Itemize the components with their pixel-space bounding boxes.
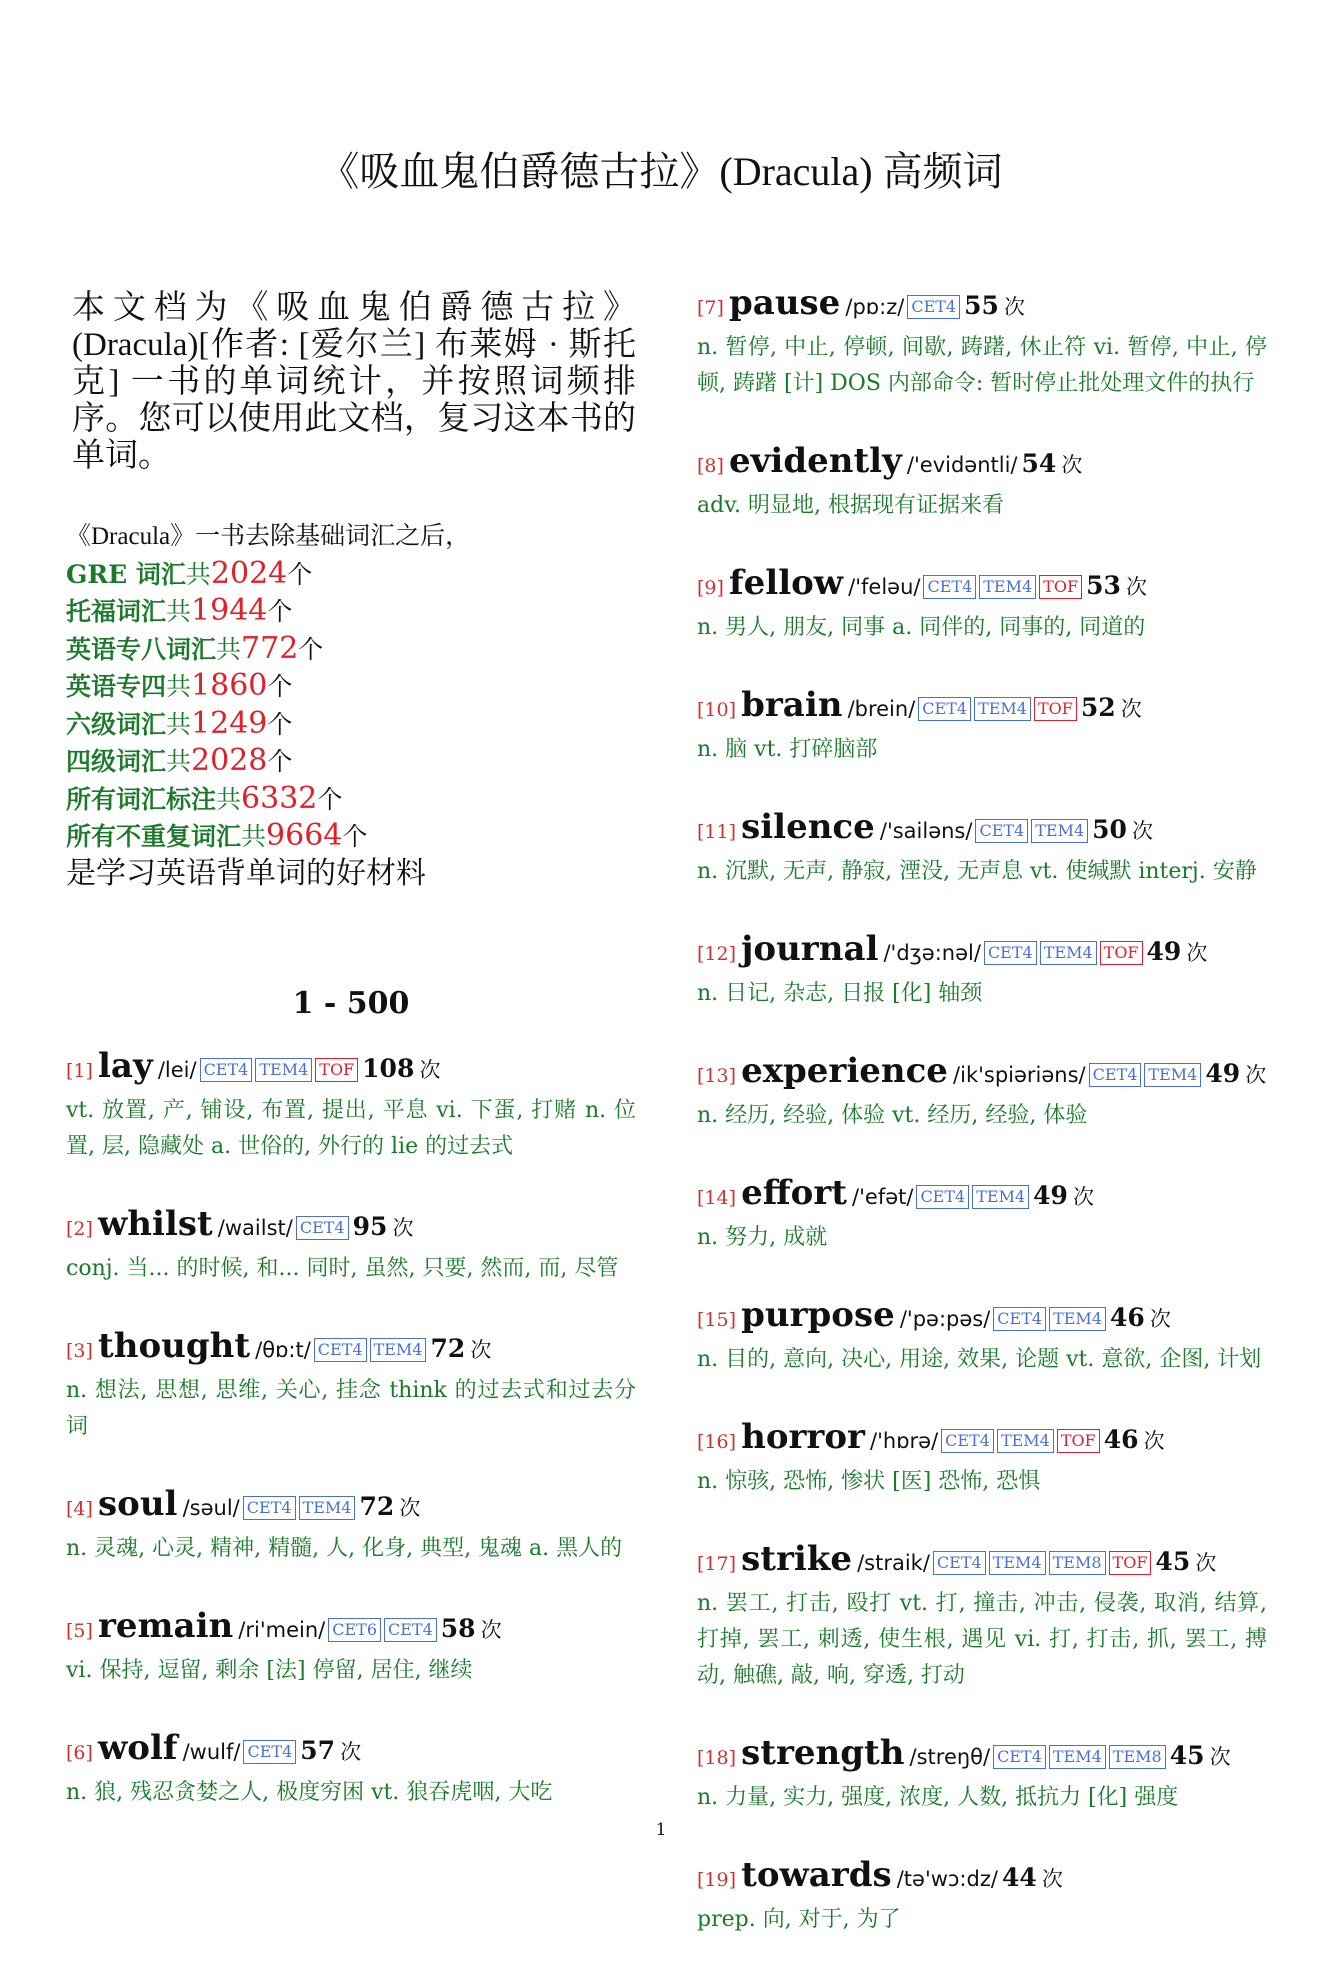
count-suffix: 次 xyxy=(340,1740,362,1764)
count-suffix: 次 xyxy=(470,1338,492,1362)
count-suffix: 次 xyxy=(1195,1551,1217,1575)
stat-number: 772 xyxy=(241,630,299,666)
stat-row xyxy=(66,781,636,819)
count-suffix: 次 xyxy=(1120,697,1142,721)
phonetic: /pɒ:z/ xyxy=(845,295,905,319)
right-column xyxy=(697,282,1267,1976)
definition: n. 脑 vt. 打碎脑部 xyxy=(697,737,878,762)
intro-paragraph: 本文档为《吸血鬼伯爵德古拉》(Dracula)[作者: [爱尔兰] 布莱姆 · 斯托克] 一书的单词统计，并按照词频排序。您可以使用此文档，复习这本书的单词。 xyxy=(72,290,636,474)
stat-unit: 个 xyxy=(267,747,293,776)
page-title: 《吸血鬼伯爵德古拉》(Dracula) 高频词 xyxy=(319,149,1003,194)
level-tag: CET4 xyxy=(918,697,971,721)
definition: vt. 放置, 产, 铺设, 布置, 提出, 平息 vi. 下蛋, 打赌 n. 位置, 层, 隐藏处 a. 世俗的, 外行的 lie 的过去式 xyxy=(66,1098,636,1159)
headword-line xyxy=(66,1325,636,1373)
frequency-count: 95 xyxy=(352,1212,388,1241)
headword-line xyxy=(697,282,1267,330)
level-tag: TEM4 xyxy=(974,697,1031,721)
word-entry xyxy=(697,282,1267,402)
frequency-count: 45 xyxy=(1169,1741,1205,1770)
level-tag: CET4 xyxy=(993,1307,1046,1331)
level-tag: TOF xyxy=(1109,1551,1152,1575)
level-tag: TOF xyxy=(1034,697,1077,721)
count-suffix: 次 xyxy=(1143,1429,1165,1453)
headword: remain xyxy=(98,1606,234,1646)
level-tag: CET4 xyxy=(941,1429,994,1453)
entry-index: [18] xyxy=(697,1747,737,1769)
entry-index: [4] xyxy=(66,1498,93,1520)
definition: n. 力量, 实力, 强度, 浓度, 人数, 抵抗力 [化] 强度 xyxy=(697,1785,1179,1810)
headword: brain xyxy=(741,685,843,725)
headword-line xyxy=(697,1732,1267,1780)
entry-index: [14] xyxy=(697,1187,737,1209)
phonetic: /'dʒə:nəl/ xyxy=(883,941,981,965)
phonetic: /θɒ:t/ xyxy=(255,1338,311,1362)
headword: evidently xyxy=(729,441,902,481)
word-entry xyxy=(66,1605,636,1689)
stat-number: 9664 xyxy=(266,818,343,853)
word-entry xyxy=(66,1203,636,1287)
stats-list xyxy=(66,556,636,856)
count-suffix: 次 xyxy=(399,1496,421,1520)
phonetic: /'evidəntli/ xyxy=(906,453,1018,477)
stat-row xyxy=(66,668,636,706)
headword: soul xyxy=(98,1484,178,1524)
stat-number: 1249 xyxy=(191,705,268,741)
count-suffix: 次 xyxy=(1004,295,1025,319)
definition: n. 目的, 意向, 决心, 用途, 效果, 论题 vt. 意欲, 企图, 计划 xyxy=(697,1347,1262,1372)
entry-index: [19] xyxy=(697,1869,737,1891)
headword: whilst xyxy=(98,1204,213,1244)
headword: lay xyxy=(98,1046,153,1086)
headword: effort xyxy=(741,1173,847,1213)
headword: horror xyxy=(741,1417,865,1457)
definition: n. 日记, 杂志, 日报 [化] 轴颈 xyxy=(697,981,983,1006)
definition: n. 努力, 成就 xyxy=(697,1225,828,1250)
definition: adv. 明显地, 根据现有证据来看 xyxy=(697,493,1004,518)
frequency-count: 58 xyxy=(440,1614,476,1643)
word-entry xyxy=(66,1727,636,1811)
count-suffix: 次 xyxy=(1209,1745,1231,1769)
level-tag: TOF xyxy=(1039,575,1082,599)
phonetic: /brein/ xyxy=(847,697,916,721)
stat-row xyxy=(66,631,636,669)
stat-gong: 共 xyxy=(166,709,192,739)
word-entry xyxy=(66,1325,636,1445)
entry-index: [12] xyxy=(697,943,737,965)
level-tag: TEM8 xyxy=(1049,1551,1106,1575)
phonetic: /tə'wɔ:dz/ xyxy=(896,1867,998,1891)
level-tag: TEM4 xyxy=(979,575,1036,599)
headword-line xyxy=(697,1050,1267,1098)
stat-unit: 个 xyxy=(267,709,293,739)
level-tag: TEM4 xyxy=(299,1496,356,1520)
level-tag: CET4 xyxy=(916,1185,969,1209)
definition: n. 惊骇, 恐怖, 惨状 [医] 恐怖, 恐惧 xyxy=(697,1469,1041,1494)
frequency-count: 72 xyxy=(430,1334,466,1363)
stat-unit: 个 xyxy=(317,784,343,814)
level-tag: CET4 xyxy=(933,1551,986,1575)
word-entry xyxy=(697,1294,1267,1378)
stat-label: 所有不重复词汇 xyxy=(66,822,242,851)
level-tag: TEM4 xyxy=(370,1338,427,1362)
phonetic: /'feləu/ xyxy=(848,575,921,599)
level-tag: TEM4 xyxy=(1040,941,1097,965)
count-suffix: 次 xyxy=(1186,941,1208,965)
frequency-count: 55 xyxy=(964,291,999,320)
frequency-count: 49 xyxy=(1205,1059,1241,1088)
page-number: 1 xyxy=(655,1820,667,1840)
phonetic: /'sailəns/ xyxy=(879,819,973,843)
entry-index: [1] xyxy=(66,1060,93,1082)
definition: n. 经历, 经验, 体验 vt. 经历, 经验, 体验 xyxy=(697,1103,1088,1128)
definition: n. 沉默, 无声, 静寂, 湮没, 无声息 vt. 使缄默 interj. 安静 xyxy=(697,859,1257,884)
level-tag: CET4 xyxy=(907,295,960,319)
level-tag: TEM4 xyxy=(1144,1063,1201,1087)
stat-gong: 共 xyxy=(166,597,192,626)
count-suffix: 次 xyxy=(1125,575,1147,599)
definition: n. 暂停, 中止, 停顿, 间歇, 踌躇, 休止符 vi. 暂停, 中止, 停顿, 踌躇 [计] DOS 内部命令: 暂时停止批处理文件的执行 xyxy=(697,335,1267,396)
headword-line xyxy=(66,1483,636,1531)
definition: n. 男人, 朋友, 同事 a. 同伴的, 同事的, 同道的 xyxy=(697,615,1146,640)
phonetic: /'hɒrə/ xyxy=(870,1429,939,1453)
headword: wolf xyxy=(98,1728,178,1768)
phonetic: /lei/ xyxy=(157,1058,197,1082)
level-tag: TEM4 xyxy=(1049,1745,1106,1769)
count-suffix: 次 xyxy=(1073,1185,1095,1209)
word-entry xyxy=(66,1483,636,1567)
stat-unit: 个 xyxy=(342,822,368,851)
frequency-count: 50 xyxy=(1092,815,1127,844)
level-tag: CET4 xyxy=(993,1745,1046,1769)
stat-gong: 共 xyxy=(166,672,192,701)
level-tag: CET4 xyxy=(975,819,1028,843)
headword: purpose xyxy=(741,1295,895,1335)
stat-label: 英语专四 xyxy=(66,672,167,701)
headword-line xyxy=(697,1538,1267,1586)
stat-unit: 个 xyxy=(287,559,313,589)
phonetic: /'pə:pəs/ xyxy=(899,1307,991,1331)
level-tag: TOF xyxy=(1100,941,1143,965)
stat-gong: 共 xyxy=(216,784,242,814)
word-entry xyxy=(697,1050,1267,1134)
level-tag: CET4 xyxy=(296,1216,349,1240)
definition: prep. 向, 对于, 为了 xyxy=(697,1907,901,1932)
entry-index: [7] xyxy=(697,297,724,319)
level-tag: CET4 xyxy=(984,941,1037,965)
definition: n. 罢工, 打击, 殴打 vt. 打, 撞击, 冲击, 侵袭, 取消, 结算, 打掉, 罢工, 刺透, 使生根, 遇见 vi. 打, 打击, 抓, 罢工, 搏动, 触礁, 敲, 响, 穿透, 打动 xyxy=(697,1591,1267,1688)
frequency-count: 108 xyxy=(362,1054,415,1083)
frequency-count: 46 xyxy=(1110,1303,1145,1332)
word-entry xyxy=(697,1172,1267,1256)
entry-list-left xyxy=(66,1045,636,1811)
headword-line xyxy=(697,440,1267,488)
stat-number: 6332 xyxy=(241,780,318,816)
stat-label: 托福词汇 xyxy=(66,597,167,626)
stat-gong: 共 xyxy=(241,822,267,851)
entry-index: [5] xyxy=(66,1620,93,1642)
stat-unit: 个 xyxy=(298,634,324,664)
entry-index: [10] xyxy=(697,699,737,721)
headword: towards xyxy=(741,1855,892,1895)
stat-label: GRE 词汇 xyxy=(66,559,186,589)
headword-line xyxy=(66,1045,636,1093)
level-tag: CET4 xyxy=(314,1338,367,1362)
headword: experience xyxy=(741,1051,948,1091)
stat-row xyxy=(66,818,636,856)
phonetic: /streŋθ/ xyxy=(909,1745,991,1769)
word-entry xyxy=(697,684,1267,768)
level-tag: TEM4 xyxy=(972,1185,1029,1209)
headword: thought xyxy=(98,1326,251,1366)
left-column xyxy=(66,280,636,1849)
definition: vi. 保持, 逗留, 剩余 [法] 停留, 居住, 继续 xyxy=(66,1658,473,1683)
word-entry xyxy=(697,928,1267,1012)
count-suffix: 次 xyxy=(1061,453,1083,477)
frequency-count: 53 xyxy=(1086,571,1121,600)
phonetic: /ik'spiəriəns/ xyxy=(953,1063,1086,1087)
frequency-count: 49 xyxy=(1146,937,1182,966)
headword-line xyxy=(697,1854,1267,1902)
level-tag: CET4 xyxy=(200,1058,253,1082)
level-tag: TOF xyxy=(315,1058,358,1082)
headword-line xyxy=(66,1727,636,1775)
entry-index: [13] xyxy=(697,1065,737,1087)
stat-gong: 共 xyxy=(216,634,242,664)
word-entry xyxy=(697,806,1267,890)
headword-line xyxy=(697,684,1267,732)
level-tag: CET4 xyxy=(384,1618,437,1642)
phonetic: /straik/ xyxy=(857,1551,930,1575)
entry-index: [16] xyxy=(697,1431,737,1453)
stat-label: 英语专八词汇 xyxy=(66,634,217,664)
section-title: 1 - 500 xyxy=(292,986,410,1021)
entry-index: [8] xyxy=(697,455,724,477)
definition: n. 想法, 思想, 思维, 关心, 挂念 think 的过去式和过去分词 xyxy=(66,1378,636,1439)
headword: silence xyxy=(741,807,875,847)
stat-unit: 个 xyxy=(267,672,293,701)
count-suffix: 次 xyxy=(480,1618,502,1642)
word-entry xyxy=(697,440,1267,524)
word-entry xyxy=(697,1538,1267,1694)
word-entry xyxy=(697,1416,1267,1500)
level-tag: TEM4 xyxy=(255,1058,312,1082)
phonetic: /səul/ xyxy=(182,1496,240,1520)
stat-number: 2028 xyxy=(191,743,268,778)
stat-label: 六级词汇 xyxy=(66,709,167,739)
headword: pause xyxy=(729,283,841,323)
word-entry xyxy=(66,1045,636,1165)
level-tag: CET4 xyxy=(1089,1063,1142,1087)
headword: journal xyxy=(741,929,879,969)
word-entry xyxy=(697,1732,1267,1816)
definition: n. 狼, 残忍贪婪之人, 极度穷困 vt. 狼吞虎咽, 大吃 xyxy=(66,1780,553,1805)
stat-row xyxy=(66,706,636,744)
stat-row xyxy=(66,556,636,594)
entry-index: [9] xyxy=(697,577,724,599)
level-tag: CET6 xyxy=(328,1618,381,1642)
headword: fellow xyxy=(729,563,844,603)
phonetic: /wailst/ xyxy=(217,1216,293,1240)
level-tag: CET4 xyxy=(243,1496,296,1520)
stat-unit: 个 xyxy=(267,597,293,626)
headword-line xyxy=(697,928,1267,976)
word-entry xyxy=(697,1854,1267,1938)
stats-preface: 《Dracula》一书去除基础词汇之后， xyxy=(66,523,471,550)
phonetic: /wulf/ xyxy=(182,1740,241,1764)
count-suffix: 次 xyxy=(1041,1867,1063,1891)
headword-line xyxy=(697,1416,1267,1464)
definition: n. 灵魂, 心灵, 精神, 精髓, 人, 化身, 典型, 鬼魂 a. 黑人的 xyxy=(66,1536,623,1561)
level-tag: TEM8 xyxy=(1109,1745,1166,1769)
count-suffix: 次 xyxy=(1149,1307,1171,1331)
level-tag: CET4 xyxy=(243,1740,296,1764)
entry-index: [11] xyxy=(697,821,737,843)
level-tag: TEM4 xyxy=(989,1551,1046,1575)
headword-line xyxy=(697,1172,1267,1220)
stat-label: 所有词汇标注 xyxy=(66,784,217,814)
headword-line xyxy=(697,1294,1267,1342)
phonetic: /'efət/ xyxy=(852,1185,914,1209)
frequency-count: 49 xyxy=(1033,1181,1068,1210)
frequency-count: 44 xyxy=(1001,1863,1037,1892)
frequency-count: 52 xyxy=(1080,693,1116,722)
stat-number: 1944 xyxy=(191,593,268,628)
count-suffix: 次 xyxy=(392,1216,414,1240)
count-suffix: 次 xyxy=(1132,819,1154,843)
stat-row xyxy=(66,743,636,781)
entry-index: [15] xyxy=(697,1309,737,1331)
stats-block xyxy=(66,519,636,892)
stat-row xyxy=(66,593,636,631)
stat-gong: 共 xyxy=(185,559,211,589)
entry-index: [17] xyxy=(697,1553,737,1575)
frequency-count: 57 xyxy=(300,1736,336,1765)
headword-line xyxy=(697,806,1267,854)
headword-line xyxy=(66,1203,636,1251)
stat-gong: 共 xyxy=(166,747,192,776)
stats-closing: 是学习英语背单词的好材料 xyxy=(66,855,426,891)
phonetic: /ri'mein/ xyxy=(238,1618,326,1642)
entry-list-right xyxy=(697,282,1267,1938)
stat-label: 四级词汇 xyxy=(66,747,167,776)
stat-number: 2024 xyxy=(210,555,288,591)
level-tag: CET4 xyxy=(923,575,976,599)
headword-line xyxy=(66,1605,636,1653)
frequency-count: 54 xyxy=(1021,449,1057,478)
count-suffix: 次 xyxy=(1245,1063,1267,1087)
level-tag: TOF xyxy=(1057,1429,1100,1453)
level-tag: TEM4 xyxy=(1031,819,1088,843)
entry-index: [3] xyxy=(66,1340,93,1362)
headword: strength xyxy=(741,1733,905,1773)
entry-index: [2] xyxy=(66,1218,93,1240)
frequency-count: 72 xyxy=(359,1492,395,1521)
headword-line xyxy=(697,562,1267,610)
level-tag: TEM4 xyxy=(997,1429,1054,1453)
frequency-count: 46 xyxy=(1103,1425,1139,1454)
entry-index: [6] xyxy=(66,1742,93,1764)
frequency-count: 45 xyxy=(1155,1547,1191,1576)
count-suffix: 次 xyxy=(419,1058,441,1082)
word-entry xyxy=(697,562,1267,646)
headword: strike xyxy=(741,1539,852,1579)
stat-number: 1860 xyxy=(191,668,268,703)
level-tag: TEM4 xyxy=(1049,1307,1106,1331)
definition: conj. 当... 的时候, 和... 同时, 虽然, 只要, 然而, 而, 尽管 xyxy=(66,1256,619,1281)
